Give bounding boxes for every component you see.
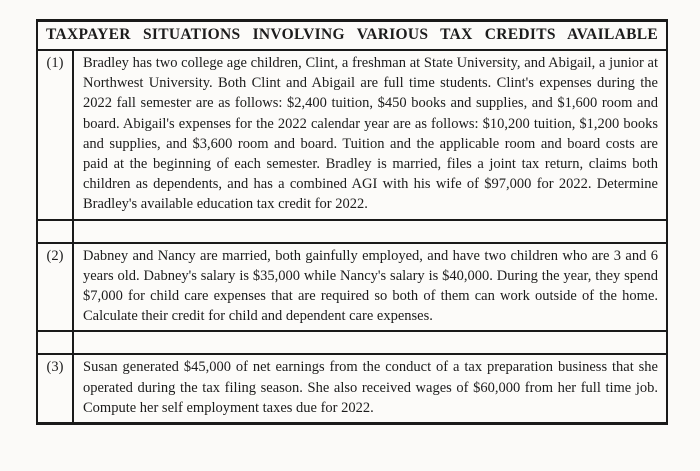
row-number-cell: (3)	[38, 355, 74, 422]
table-row-1	[38, 51, 666, 221]
row-text-cell: Susan generated $45,000 of net earnings from the conduct of a tax preparation business that she operated during the tax filing season. She also received wages of $60,000 from her full time job. Compute her self employment taxes due for 2022.	[83, 359, 658, 416]
table-title: TAXPAYER SITUATIONS INVOLVING VARIOUS TAX CREDITS AVAILABLE	[38, 22, 666, 51]
row-text-cell: Dabney and Nancy are married, both gainfully employed, and have two children who are 3 and 6 years old. Dabney's salary is $35,000 while Nancy's salary is $40,000. During the year, they spend $7,000 for child care expenses that are required so both of them can work outside of the home. Calculate their credit for child and dependent care expenses.	[83, 247, 658, 325]
row-number-cell: (2)	[38, 244, 74, 331]
spacer-row-1	[38, 221, 666, 244]
row-text-cell: Bradley has two college age children, Clint, a freshman at State University, and Abigail, a junior at Northwest University. Both Clint and Abigail are full time students. Clint's expenses during the 2022 fall semester are as follows: $2,400 tuition, $450 books and supplies, and $1,600 room and board. Abigail's expenses for the 2022 calendar year are as follows: $10,200 tuition, $1,200 books and supplies, and $3,600 room and board. Tuition and the applicable room and board costs are paid at the beginning of each semester. Bradley is married, files a joint tax return, claims both children as dependents, and has a combined AGI with his wife of $97,000 for 2022. Determine Bradley's available education tax credit for 2022.	[83, 55, 658, 213]
row-number-cell	[38, 332, 74, 353]
table-row-3	[38, 355, 666, 422]
row-text-cell	[74, 332, 666, 353]
table-row-2	[38, 244, 666, 333]
spacer-row-2	[38, 332, 666, 355]
row-text-cell	[74, 221, 666, 242]
tax-credits-table	[36, 19, 668, 425]
row-number-cell: (1)	[38, 51, 74, 219]
row-number-cell	[38, 221, 74, 242]
